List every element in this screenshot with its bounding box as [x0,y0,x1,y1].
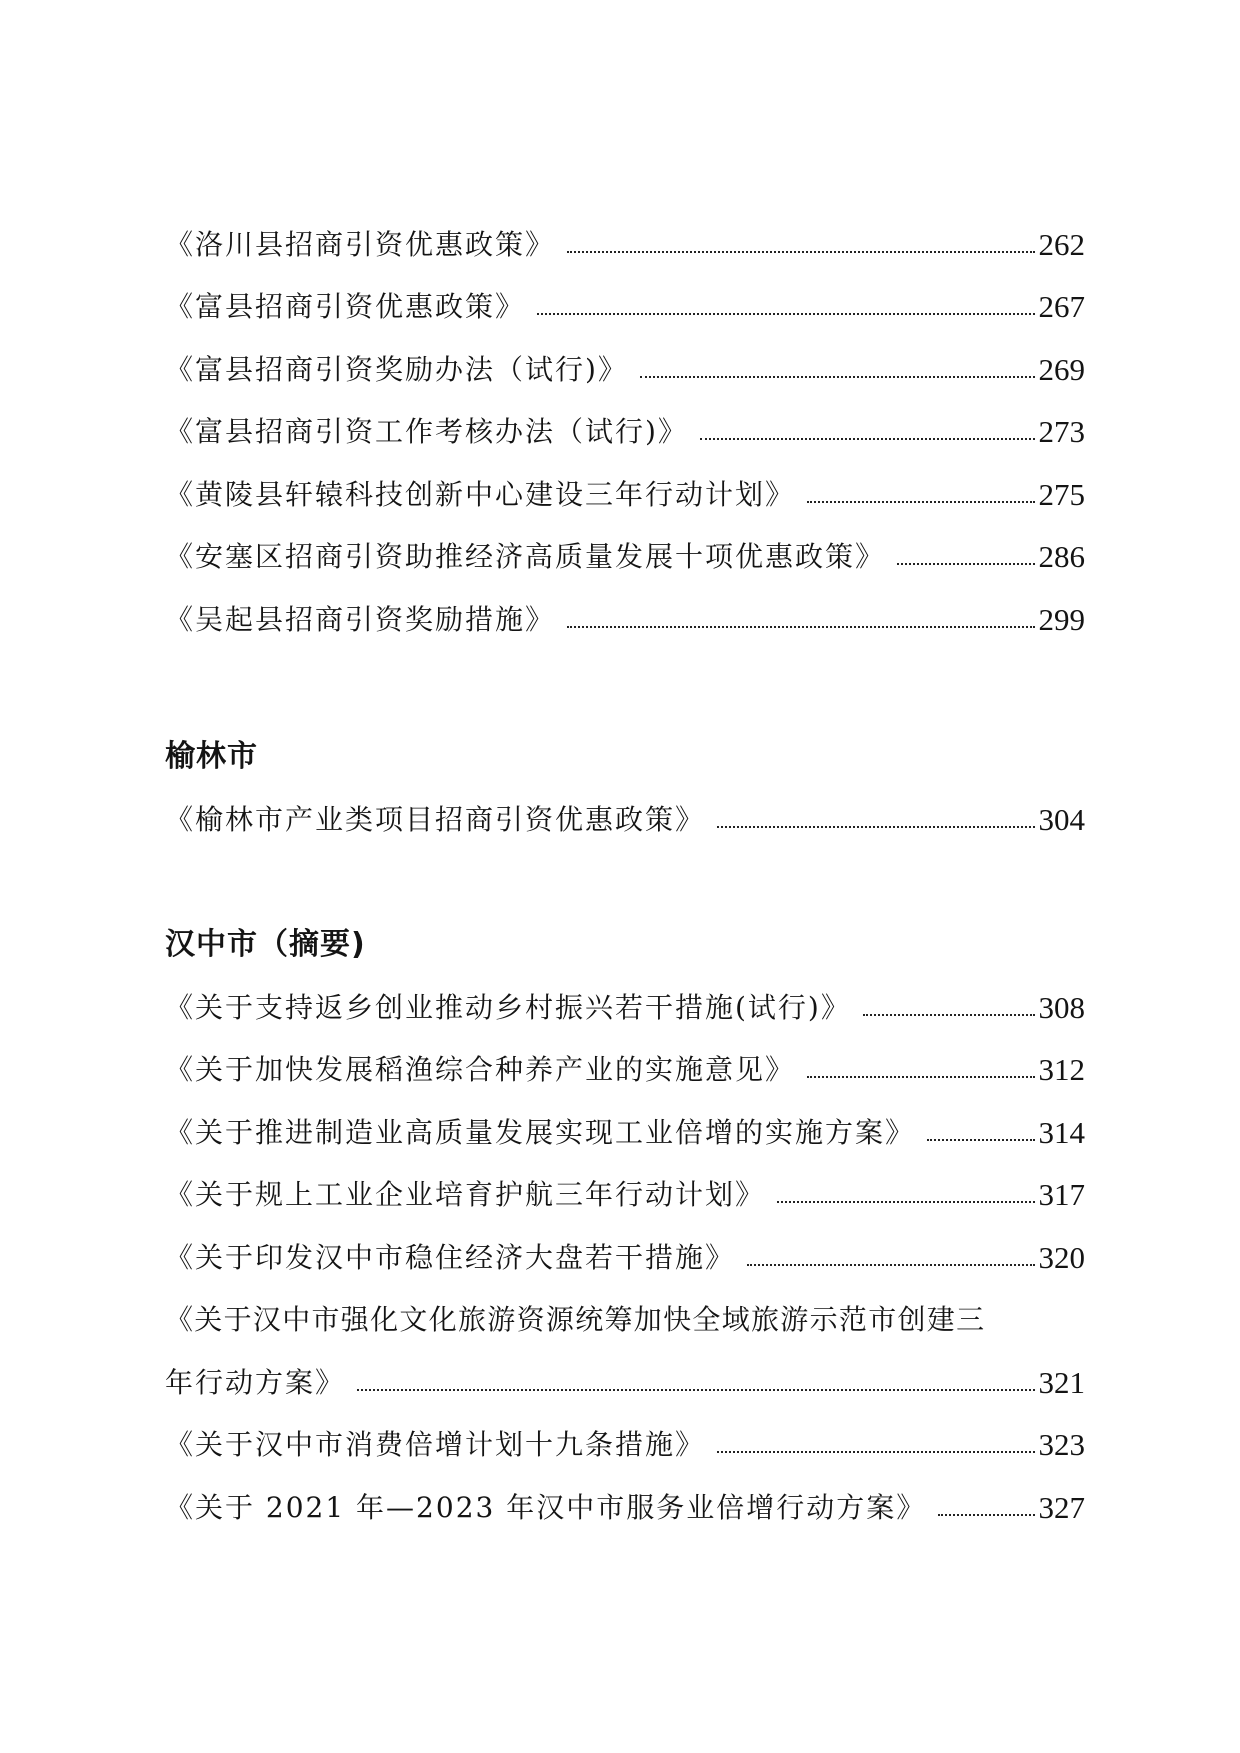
toc-entry-page: 317 [1038,1177,1085,1212]
toc-entry-page: 262 [1038,226,1085,262]
toc-entry-title: 《吴起县招商引资奖励措施》 [165,602,556,636]
toc-entry-page: 308 [1038,989,1085,1025]
toc-entry-title-line1: 《关于汉中市强化文化旅游资源统筹加快全域旅游示范市创建三 [165,1303,986,1336]
toc-entry-title: 《关于加快发展稻渔综合种养产业的实施意见》 [165,1053,796,1086]
dot-leader [777,1201,1034,1203]
section-heading: 榆林市 [165,739,258,774]
toc-entry-page: 299 [1038,601,1085,637]
toc-entry-page: 304 [1038,801,1085,837]
dot-leader [567,626,1034,628]
toc-entry[interactable] [165,200,1085,263]
toc-entry-title: 《富县招商引资工作考核办法（试行)》 [165,415,688,448]
dot-leader [807,501,1034,503]
dot-leader [938,1514,1034,1516]
toc-group-yanan [165,200,1085,638]
toc-entry[interactable] [165,1151,1085,1214]
toc-entry-title: 《关于规上工业企业培育护航三年行动计划》 [165,1178,766,1211]
toc-entry[interactable] [165,388,1085,451]
dot-leader [807,1076,1034,1078]
toc-entry-page: 273 [1038,414,1085,449]
dot-leader [747,1264,1034,1266]
toc-entry-title: 《安塞区招商引资助推经济高质量发展十项优惠政策》 [165,540,886,573]
toc-entry-title: 《关于汉中市消费倍增计划十九条措施》 [165,1428,706,1461]
toc-entry-title: 《关于 2021 年—2023 年汉中市服务业倍增行动方案》 [165,1490,927,1524]
toc-entry-title-line2: 年行动方案》 [165,1365,346,1399]
dot-leader [717,826,1034,828]
toc-entry-page: 323 [1038,1427,1085,1462]
toc-entry-page: 321 [1038,1364,1085,1400]
toc-entry[interactable] [165,1088,1085,1151]
toc-entry-wrapped[interactable] [165,1276,1085,1401]
toc-entry-page: 286 [1038,539,1085,574]
dot-leader [537,313,1034,315]
toc-entry-page: 327 [1038,1489,1085,1525]
toc-group-hanzhong [165,903,1085,1526]
toc-entry-page: 314 [1038,1114,1085,1150]
toc-entry-title: 《富县招商引资优惠政策》 [165,290,526,323]
toc-entry-line2 [165,1338,1085,1401]
toc-group-yulin [165,715,1085,838]
dot-leader [357,1389,1034,1391]
toc-entry-page: 312 [1038,1052,1085,1087]
toc-entry[interactable] [165,963,1085,1026]
toc-entry-title: 《黄陵县轩辕科技创新中心建设三年行动计划》 [165,477,796,511]
toc-entry[interactable] [165,1026,1085,1089]
toc-entry[interactable] [165,775,1085,838]
dot-leader [640,376,1035,378]
toc-entry-title: 《关于推进制造业高质量发展实现工业倍增的实施方案》 [165,1115,916,1149]
toc-entry-title: 《关于支持返乡创业推动乡村振兴若干措施(试行)》 [165,990,851,1024]
toc-entry-title: 《榆林市产业类项目招商引资优惠政策》 [165,802,706,836]
toc-entry-page: 269 [1038,351,1085,387]
dot-leader [863,1014,1035,1016]
toc-entry[interactable] [165,450,1085,513]
section-heading: 汉中市（摘要) [165,927,366,962]
toc-entry-title: 《关于印发汉中市稳住经济大盘若干措施》 [165,1240,736,1274]
dot-leader [897,563,1034,565]
toc-entry[interactable] [165,1213,1085,1276]
toc-entry-page: 275 [1038,476,1085,512]
toc-entry-title: 《洛川县招商引资优惠政策》 [165,227,556,261]
toc-entry[interactable] [165,325,1085,388]
toc-entry-title: 《富县招商引资奖励办法（试行)》 [165,352,628,386]
toc-entry[interactable] [165,1401,1085,1464]
toc-entry[interactable] [165,575,1085,638]
toc-entry-page: 267 [1038,289,1085,324]
dot-leader [927,1139,1034,1141]
dot-leader [567,251,1034,253]
dot-leader [700,438,1035,440]
dot-leader [717,1451,1034,1453]
toc-entry[interactable] [165,263,1085,326]
toc-entry-page: 320 [1038,1239,1085,1275]
toc-entry[interactable] [165,1463,1085,1526]
toc-entry[interactable] [165,513,1085,576]
